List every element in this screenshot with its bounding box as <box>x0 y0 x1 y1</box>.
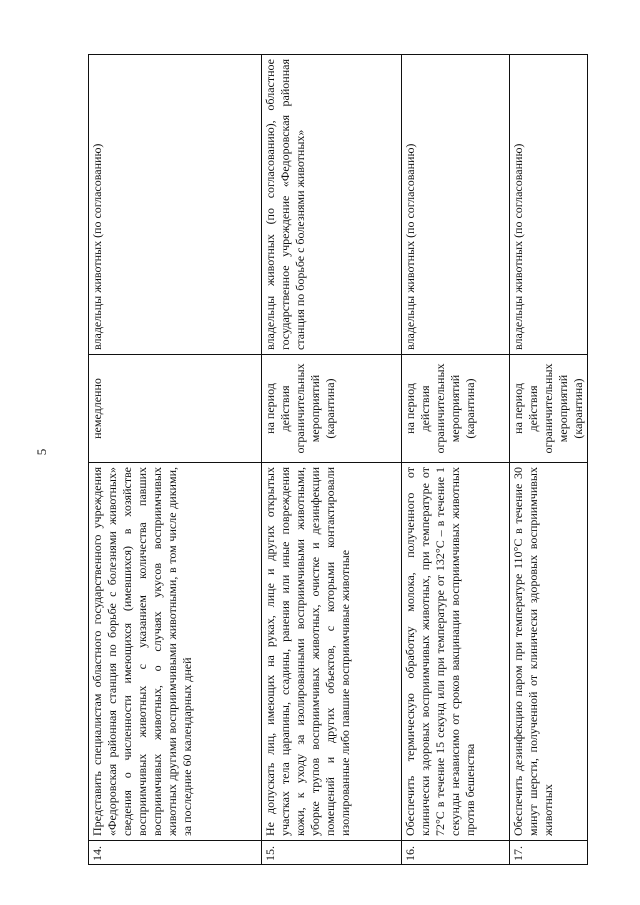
measures-table-rotated <box>88 55 585 865</box>
measure-text: Обеспечить дезинфекцию паром при температуре 110°С в течение 30 минут шерсти, полученной от клинически здоровых восприимчивых животных <box>510 463 588 841</box>
measure-text: Представить специалистам областного государственного учреждения «Федоровская районная станция по борьбе с болезнями животных» сведения о численности имеющихся (имевшихся) в хозяйстве восприимчивых животных с указанием количества павших восприимчивых животных, о случаях укусов восприимчивых животных другими восприимчивыми животными, в том числе дикими, за последние 60 календарных дней <box>89 463 262 841</box>
row-number: 17. <box>510 841 588 865</box>
table-row <box>262 55 402 865</box>
responsible-text: владельцы животных (по согласованию) <box>402 55 510 355</box>
measure-text: Обеспечить термическую обработку молока, полученного от клинически здоровых восприимчивых животных, при температуре от 72°С в течение 15 секунд или при температуре от 132°С – в течение 1 секунды независимо от сроков вакцинации восприимчивых животных против бешенства <box>402 463 510 841</box>
measures-table <box>88 54 588 865</box>
deadline-text: на период действия ограничительных мероприятий (карантина) <box>262 355 402 463</box>
deadline-text: немедленно <box>89 355 262 463</box>
measure-text: Не допускать лиц, имеющих на руках, лице и других открытых участках тела царапины, ссадины, ранения или иные повреждения кожи, к уходу за изолированными восприимчивыми животными, уборке трупов восприимчивых животных, очистке и дезинфекции помещений и других объектов, с которыми контактировали изолированные либо павшие восприимчивые животные <box>262 463 402 841</box>
table-row <box>89 55 262 865</box>
table-row <box>402 55 510 865</box>
responsible-text: владельцы животных (по согласованию) <box>510 55 588 355</box>
deadline-text: на период действия ограничительных мероприятий (карантина) <box>402 355 510 463</box>
responsible-text: владельцы животных (по согласованию) <box>89 55 262 355</box>
row-number: 16. <box>402 841 510 865</box>
deadline-text: на период действия ограничительных мероприятий (карантина) <box>510 355 588 463</box>
responsible-text: владельцы животных (по согласованию), областное государственное учреждение «Федоровская районная станция по борьбе с болезнями животных» <box>262 55 402 355</box>
page-number: 5 <box>34 448 49 456</box>
row-number: 14. <box>89 841 262 865</box>
row-number: 15. <box>262 841 402 865</box>
table-row <box>510 55 588 865</box>
